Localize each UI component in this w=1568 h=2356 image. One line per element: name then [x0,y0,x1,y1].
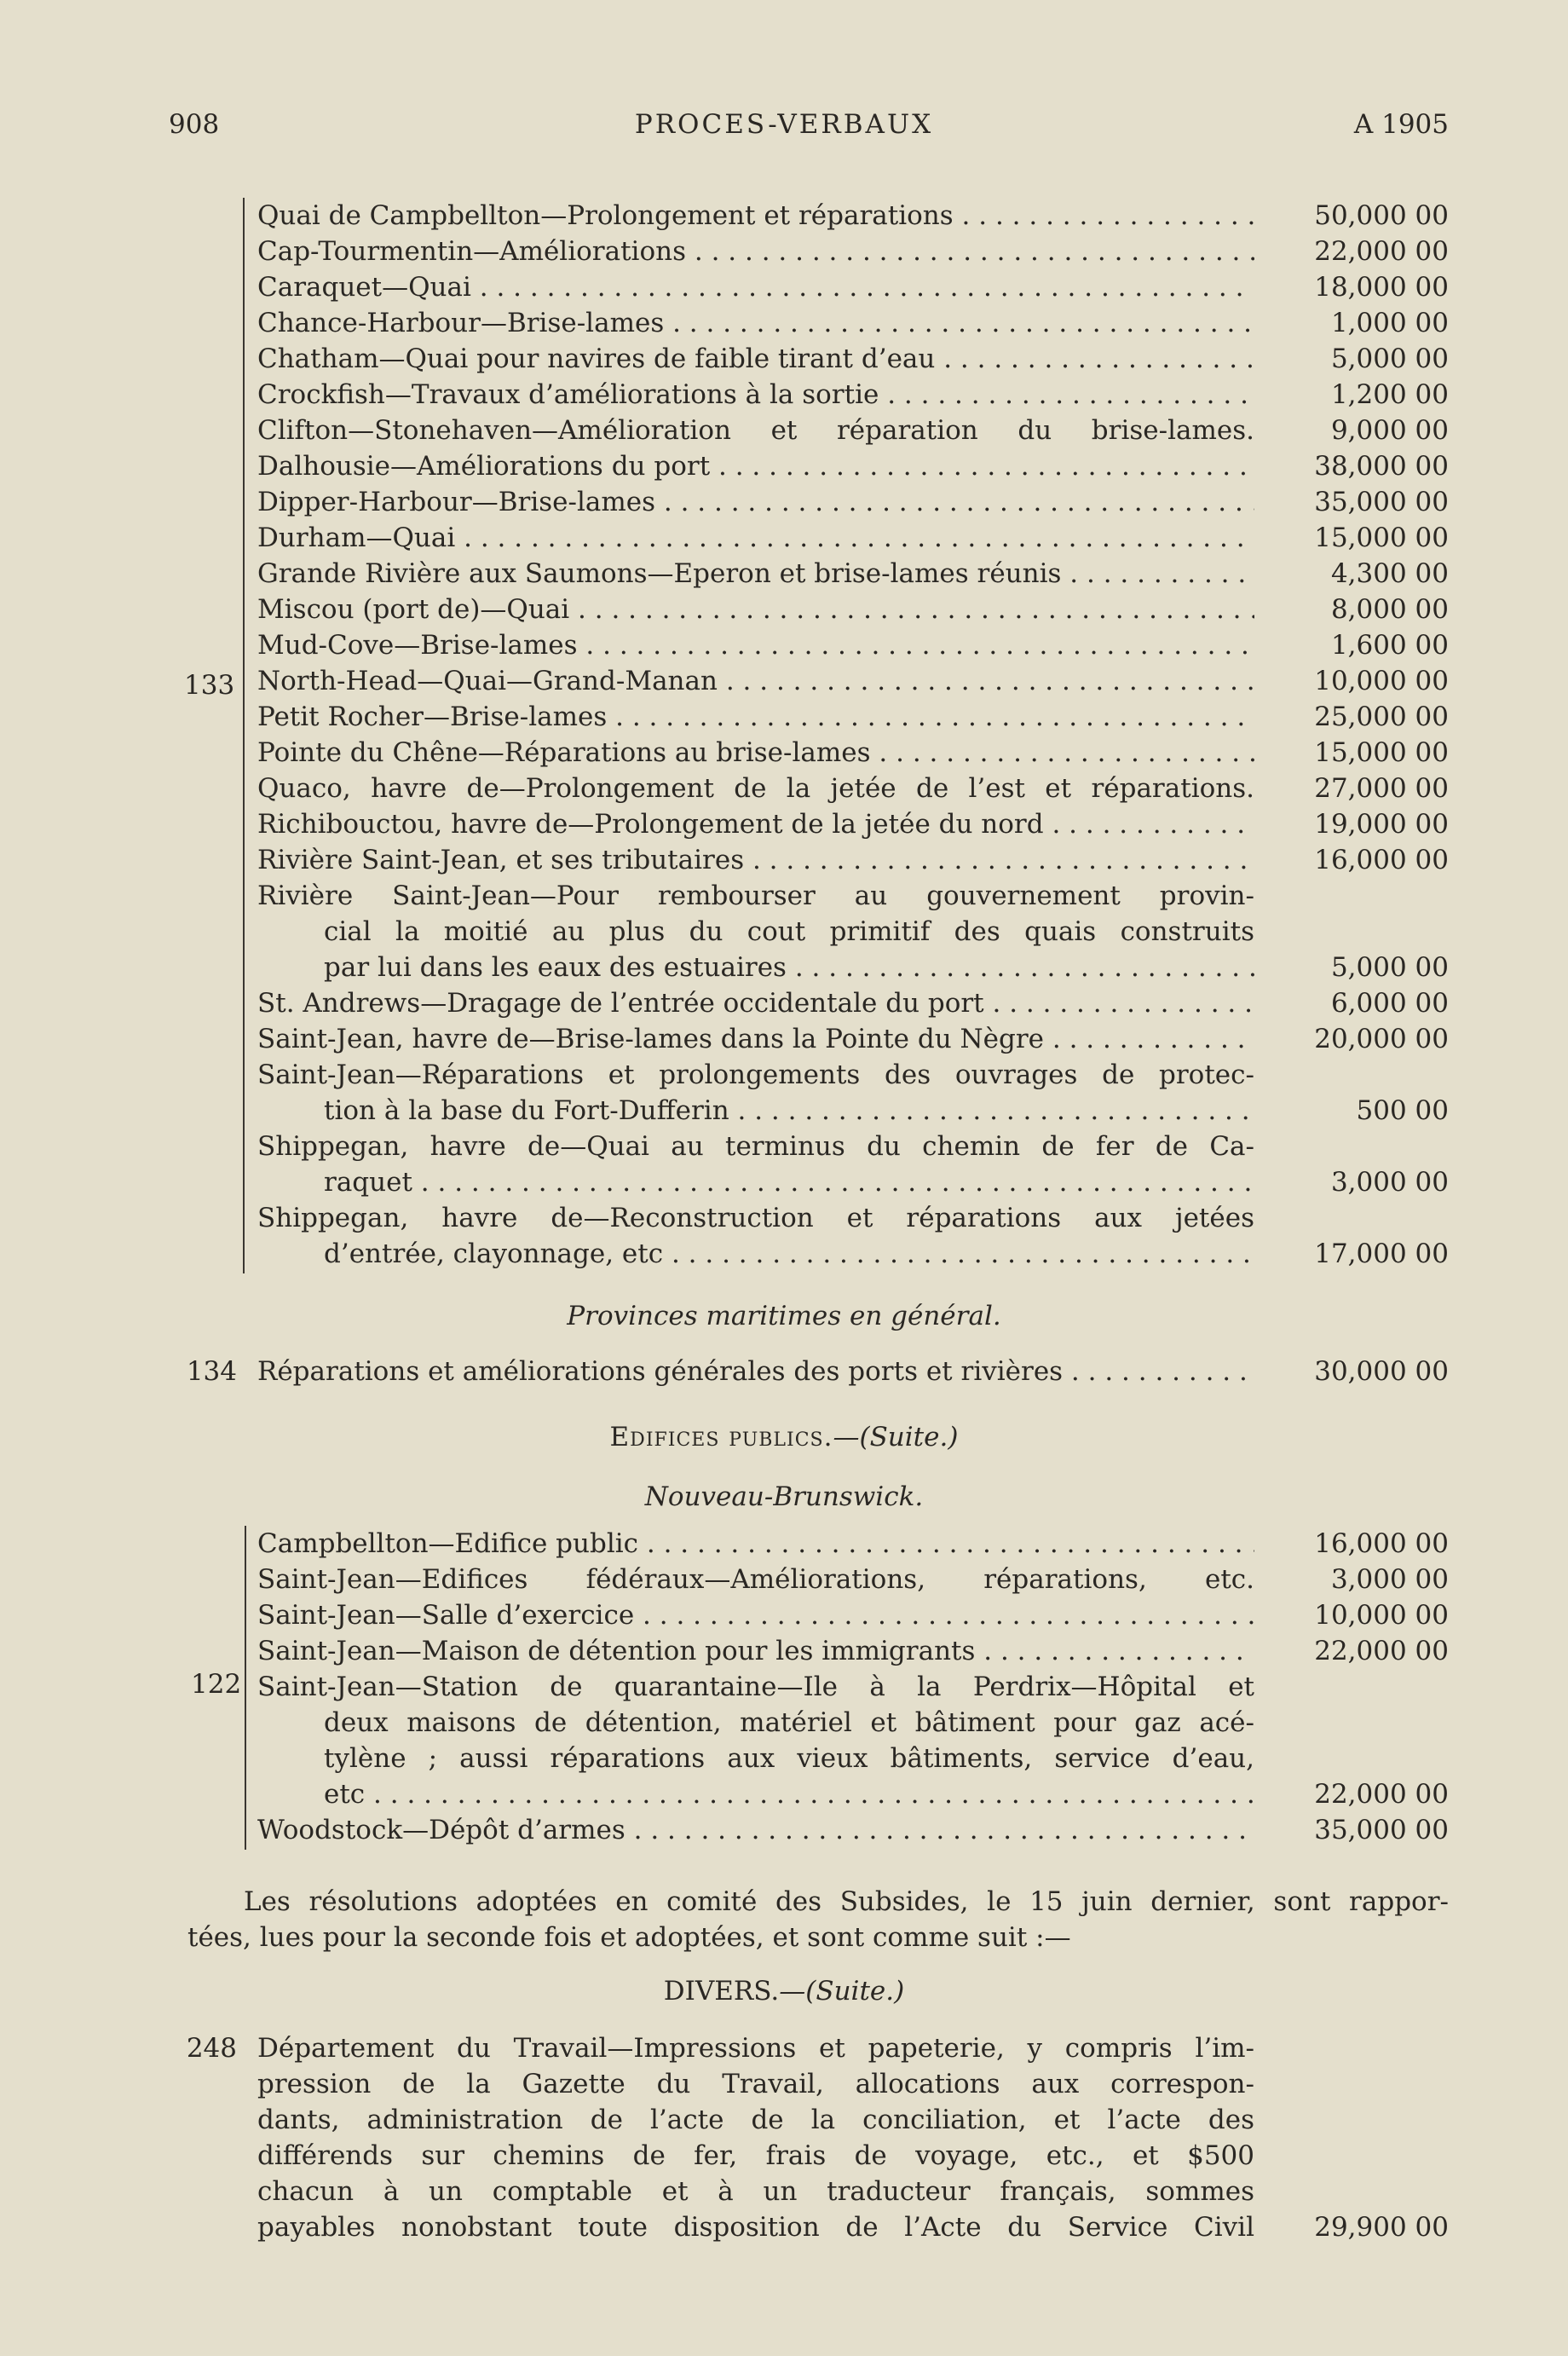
section-heading-divers: DIVERS.—(Suite.) [663,1976,905,2007]
item-number-134: 134 [186,1356,237,1387]
list-item: tylène ; aussi réparations aux vieux bâtiments, service d’eau, [324,1743,1254,1774]
list-item: Rivière Saint-Jean, et ses tributaires . . . 16,000 00 [0,842,1568,878]
item-number-248: 248 [186,2033,237,2064]
list-item: 134 Réparations et améliorations générales des ports et rivières . . . 30,000 00 [0,1354,1568,1389]
page-title: PROCES-VERBAUX [634,109,934,140]
list-item: 248 Département du Travail—Impressions et papeterie, y compris l’im- [0,2030,1568,2066]
list-item: chacun à un comptable et à un traducteur français, sommes [257,2176,1254,2207]
list-item: cial la moitié au plus du cout primitif des quais construits [324,916,1254,947]
resolutions-paragraph: Les résolutions adoptées en comité des Subsides, le 15 juin dernier, sont rappor- tées, lues pour la seconde fois et adoptées, et sont comme suit :— [187,1886,1449,1953]
page-number: 908 [169,109,220,140]
list-item: Rivière Saint-Jean—Pour rembourser au gouvernement provin- [257,881,1254,911]
list-item: Shippegan, havre de—Reconstruction et réparations aux jetées [257,1203,1254,1233]
list-item: Saint-Jean—Station de quarantaine—Ile à la Perdrix—Hôpital et [257,1672,1254,1702]
list-item: Durham—Quai . . . 15,000 00 [0,520,1568,556]
list-item: raquet . . . 3,000 00 [0,1164,1568,1200]
list-item: Dalhousie—Améliorations du port . . . 38,000 00 [0,448,1568,484]
list-item: Shippegan, havre de—Quai au terminus du chemin de fer de Ca- [257,1131,1254,1162]
group-122-list [0,1526,1568,1848]
page-header [0,109,1568,152]
list-item: deux maisons de détention, matériel et bâtiment pour gaz acé- [324,1707,1254,1738]
list-item: Campbellton—Edifice public . . . 16,000 00 [0,1526,1568,1562]
list-item: Chatham—Quai pour navires de faible tirant d’eau . . . 5,000 00 [0,341,1568,377]
page-year: A 1905 [1353,109,1449,140]
subheading-nouveau-brunswick: Nouveau-Brunswick. [644,1481,924,1512]
list-item: tion à la base du Fort-Dufferin . . . 500 00 [0,1093,1568,1129]
group-248 [0,2030,1568,2245]
list-item: différends sur chemins de fer, frais de voyage, etc., et $500 [257,2140,1254,2171]
list-item: Cap-Tourmentin—Améliorations . . . 22,000 00 [0,234,1568,269]
list-item: North-Head—Quai—Grand-Manan . . . 10,000 00 [0,663,1568,699]
list-item: Saint-Jean—Salle d’exercice . . . 10,000 00 [0,1597,1568,1633]
item-number-133: 133 [184,670,235,701]
section-heading-edifices: Edifices publics.—(Suite.) [609,1422,959,1452]
list-item: St. Andrews—Dragage de l’entrée occidentale du port . . . 6,000 00 [0,985,1568,1021]
list-item: Petit Rocher—Brise-lames . . . 25,000 00 [0,699,1568,735]
list-item: Caraquet—Quai . . . 18,000 00 [0,269,1568,305]
list-item: Clifton—Stonehaven—Amélioration et réparation du brise-lames. 9,000 00 [257,415,1449,446]
list-item: Quaco, havre de—Prolongement de la jetée de l’est et réparations. 27,000 00 [257,773,1449,804]
list-item: Dipper-Harbour—Brise-lames . . . 35,000 00 [0,484,1568,520]
list-item: Saint-Jean—Edifices fédéraux—Améliorations, réparations, etc. 3,000 00 [257,1564,1449,1595]
group-134 [0,1354,1568,1389]
list-item: Crockfish—Travaux d’améliorations à la sortie . . . 1,200 00 [0,377,1568,413]
list-item: etc . . . 22,000 00 [0,1776,1568,1812]
list-item: pression de la Gazette du Travail, allocations aux correspon- [257,2069,1254,2099]
list-item: Richibouctou, havre de—Prolongement de la jetée du nord . . . 19,000 00 [0,806,1568,842]
list-item: Chance-Harbour—Brise-lames . . . 1,000 00 [0,305,1568,341]
list-item: payables nonobstant toute disposition de l’Acte du Service Civil 29,900 00 [257,2212,1449,2243]
list-item: Saint-Jean, havre de—Brise-lames dans la Pointe du Nègre . . . 20,000 00 [0,1021,1568,1057]
list-item: Miscou (port de)—Quai . . . 8,000 00 [0,592,1568,627]
section-heading-maritimes: Provinces maritimes en général. [567,1301,1001,1331]
list-item: Grande Rivière aux Saumons—Eperon et brise-lames réunis . . . 4,300 00 [0,556,1568,592]
list-item: Saint-Jean—Maison de détention pour les immigrants . . . 22,000 00 [0,1633,1568,1669]
list-item: Saint-Jean—Réparations et prolongements des ouvrages de protec- [257,1060,1254,1090]
list-item: Quai de Campbellton—Prolongement et réparations . . . 50,000 00 [0,198,1568,234]
list-item: Pointe du Chêne—Réparations au brise-lames . . . 15,000 00 [0,735,1568,771]
list-item: dants, administration de l’acte de la conciliation, et l’acte des [257,2105,1254,2135]
list-item: d’entrée, clayonnage, etc . . . 17,000 00 [0,1236,1568,1272]
list-item: Mud-Cove—Brise-lames . . . 1,600 00 [0,627,1568,663]
group-133-list [0,198,1568,1272]
list-item: par lui dans les eaux des estuaires . . . 5,000 00 [0,950,1568,985]
list-item: Woodstock—Dépôt d’armes . . . 35,000 00 [0,1812,1568,1848]
item-number-122: 122 [191,1669,242,1700]
